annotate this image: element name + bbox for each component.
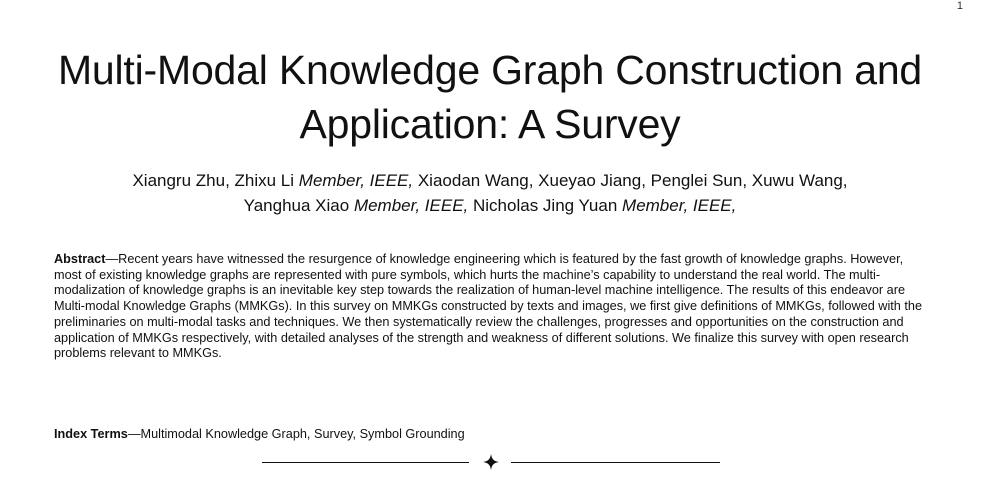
- author-role-2: Member, IEEE,: [353, 196, 469, 215]
- paper-title-line-1: Multi-Modal Knowledge Graph Construction and: [57, 47, 923, 93]
- index-terms: [54, 426, 465, 442]
- separator-line-right: [511, 462, 720, 463]
- author-list: [0, 168, 980, 218]
- paper-title: [0, 43, 980, 151]
- abstract-label: Abstract: [54, 252, 106, 266]
- section-separator: [262, 452, 722, 472]
- abstract: [54, 252, 934, 362]
- authors-part-1: Xiangru Zhu, Zhixu Li: [132, 171, 295, 190]
- index-terms-text: —Multimodal Knowledge Graph, Survey, Symbol Grounding: [127, 427, 465, 441]
- index-terms-label: Index Terms: [54, 427, 128, 441]
- abstract-text: —Recent years have witnessed the resurgence of knowledge engineering which is featured by the fast growth of knowledge graphs. However, most of existing knowledge graphs are represented with pure symbols, which hurts the machine’s capability to understand the real world. The multi-modalization of knowledge graphs is an inevitable key step towards the realization of human-level machine intelligence. The results of this endeavor are Multi-modal Knowledge Graphs (MMKGs). In this survey on MMKGs constructed by texts and images, we first give definitions of MMKGs, followed with the preliminaries on multi-modal tasks and techniques. We then systematically review the challenges, progresses and opportunities on the construction and application of MMKGs respectively, with detailed analyses of the strength and weakness of different solutions. We finalize this survey with open research problems relevant to MMKGs.: [54, 252, 923, 361]
- page-number: 1: [956, 0, 963, 12]
- authors-part-3: Yanghua Xiao: [243, 196, 350, 215]
- separator-line-left: [262, 462, 469, 463]
- authors-part-2: Xiaodan Wang, Xueyao Jiang, Penglei Sun, Xuwu Wang,: [417, 171, 848, 190]
- diamond-star-icon: [483, 454, 499, 470]
- author-role-1: Member, IEEE,: [298, 171, 414, 190]
- paper-title-line-2: Application: A Survey: [299, 101, 681, 147]
- authors-part-4: Nicholas Jing Yuan: [473, 196, 618, 215]
- author-role-3: Member, IEEE,: [622, 196, 737, 215]
